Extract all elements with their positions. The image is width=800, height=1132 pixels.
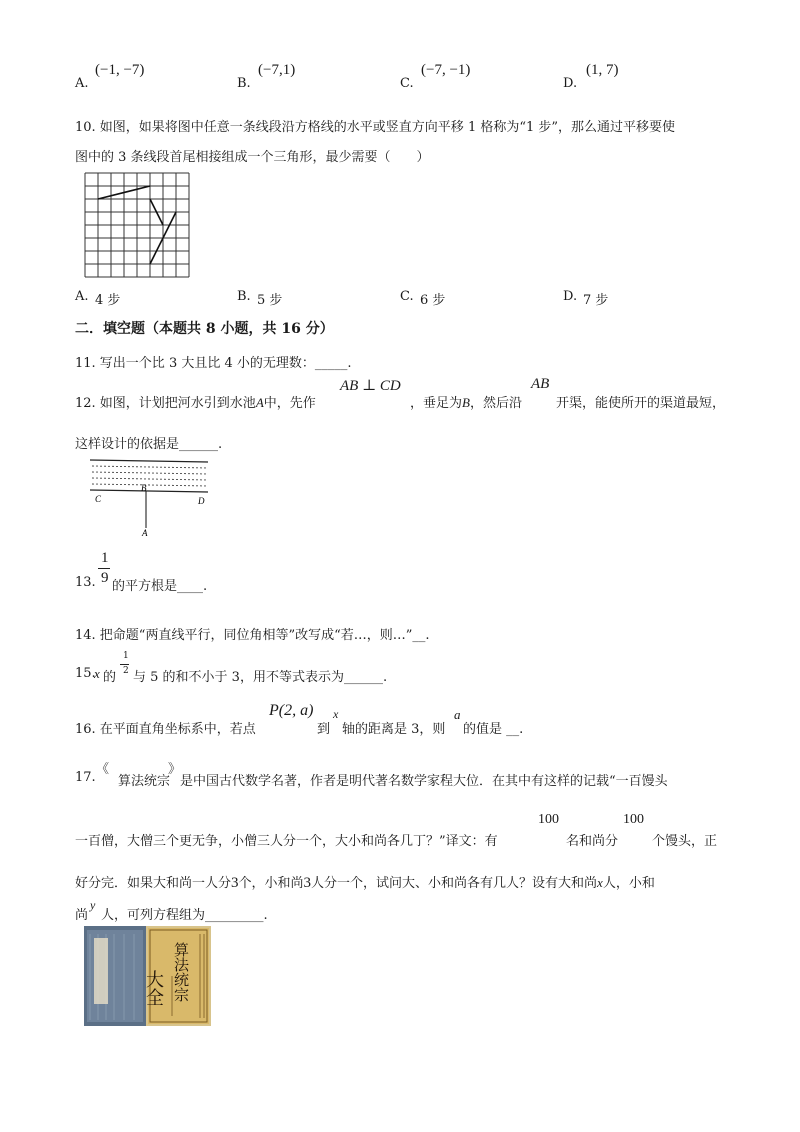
q17-three-2: 3	[303, 875, 312, 891]
q15-x: x	[94, 666, 100, 681]
q15-text-2: 与 5 的和不小于 3，用不等式表示为______.	[133, 670, 388, 685]
q12-ab-expr: AB	[531, 376, 550, 392]
q10-option-c-value: 6 步	[420, 293, 446, 308]
q10-grid-figure	[84, 172, 192, 278]
q17-line2-b: 名和尚分	[566, 834, 619, 849]
q16-point: P(2, a)	[269, 702, 314, 719]
book-cover-image	[84, 926, 211, 1026]
q15-prefix: 15.	[75, 666, 96, 681]
q17-hundred-2: 100	[623, 812, 644, 827]
q10-option-a-value: 4 步	[95, 293, 121, 308]
q17-three-1: 3	[231, 875, 239, 891]
q15-frac-num: 1	[123, 651, 129, 661]
q10-option-d-letter: D.	[563, 289, 578, 304]
q14: 14. 把命题“两直线平行，同位角相等”改写成“若…，则…”__.	[75, 628, 430, 643]
q13-text: 的平方根是____.	[112, 579, 208, 594]
q10-option-b-value: 5 步	[257, 293, 283, 308]
cover-text-right: 算法统宗	[172, 942, 188, 1002]
fig-label-b: B	[141, 483, 147, 493]
q15-frac-den: 2	[123, 666, 129, 676]
q17-line1-rest: 是中国古代数学名著，作者是明代著名数学家程大位．在其中有这样的记载“一百馒头	[180, 774, 668, 789]
q12-point-a: A	[255, 395, 264, 410]
q17-line2-a: 一百僧，大僧三个更无争，小僧三人分一个，大小和尚各几丁？”译文：有	[75, 834, 498, 849]
q10-line2: 图中的 3 条线段首尾相接组成一个三角形，最少需要（ ）	[75, 150, 430, 165]
q13-frac-num: 1	[101, 550, 109, 566]
q13-frac-den: 9	[101, 570, 109, 586]
q11: 11. 写出一个比 3 大且比 4 小的无理数：_____.	[75, 356, 352, 371]
q10-option-c-letter: C.	[400, 289, 414, 304]
q17-hundred-1: 100	[538, 812, 559, 827]
q17-book-open: 《	[96, 762, 110, 777]
q10-option-d-value: 7 步	[583, 293, 609, 308]
cover-text-left: 大全	[144, 970, 164, 1006]
q9-option-d-value: (1, 7)	[586, 62, 619, 78]
q9-option-a-letter: A.	[75, 76, 89, 91]
q17-line2-c: 个馒头，正	[652, 834, 718, 849]
q10-option-b-letter: B.	[237, 289, 251, 304]
q13-frac-bar	[98, 568, 110, 569]
q13-prefix: 13.	[75, 575, 96, 590]
q16-text-2: 到	[317, 722, 331, 737]
q10-line1: 10. 如图，如果将图中任意一条线段沿方格线的水平或竖直方向平移 1 格称为“1 步”，那么通过平移要使	[75, 120, 676, 135]
fig-label-d: D	[198, 496, 205, 506]
q16-a: a	[454, 707, 461, 722]
q9-option-c-value: (−7, −1)	[421, 62, 471, 78]
q12-text-5: 开渠，能使所开的渠道最短，	[556, 396, 726, 411]
q16-text-4: 的值是 __.	[463, 722, 524, 737]
q15-text-1: 的	[103, 670, 117, 685]
section-2-title: 二．填空题（本题共 8 小题，共 16 分）	[75, 321, 334, 337]
q12-text-1: 12. 如图，计划把河水引到水池	[75, 396, 256, 411]
q12-perpendicular-expr: AB ⊥ CD	[340, 378, 401, 394]
q12-line2: 这样设计的依据是______.	[75, 437, 223, 452]
q17-line4-b: 人，可列方程组为_________.	[101, 908, 268, 923]
q10-option-a-letter: A.	[75, 289, 89, 304]
q17-y: y	[90, 898, 96, 912]
q16-text-3: 轴的距离是 3，则	[342, 722, 446, 737]
q12-line1	[75, 392, 316, 411]
q12-line1-b: ，垂足为B，然后沿	[410, 395, 522, 411]
q9-option-c-letter: C.	[400, 76, 414, 91]
q12-river-figure	[84, 456, 214, 538]
q9-option-a-value: (−1, −7)	[95, 62, 145, 78]
q12-text-2: 中，先作	[263, 396, 316, 411]
q9-option-b-value: (−7,1)	[258, 62, 296, 78]
fig-label-a: A	[142, 528, 148, 538]
q17-line3: 好分完．如果大和尚一人分3个，小和尚3人分一个，试问大、小和尚各有几人？设有大和尚x人，小和	[75, 875, 655, 891]
q17-book-close: 》	[168, 762, 182, 777]
q15-frac-bar	[120, 664, 129, 665]
q16-text-1: 16. 在平面直角坐标系中，若点	[75, 722, 256, 737]
q17-x: x	[597, 875, 603, 890]
q17-book-name: 算法统宗	[118, 774, 171, 789]
q17-line4-a: 尚	[75, 908, 89, 923]
q16-x: x	[333, 707, 339, 721]
q9-option-b-letter: B.	[237, 76, 251, 91]
fig-label-c: C	[95, 494, 102, 504]
q17-prefix: 17.	[75, 770, 96, 785]
q9-option-d-letter: D.	[563, 76, 578, 91]
